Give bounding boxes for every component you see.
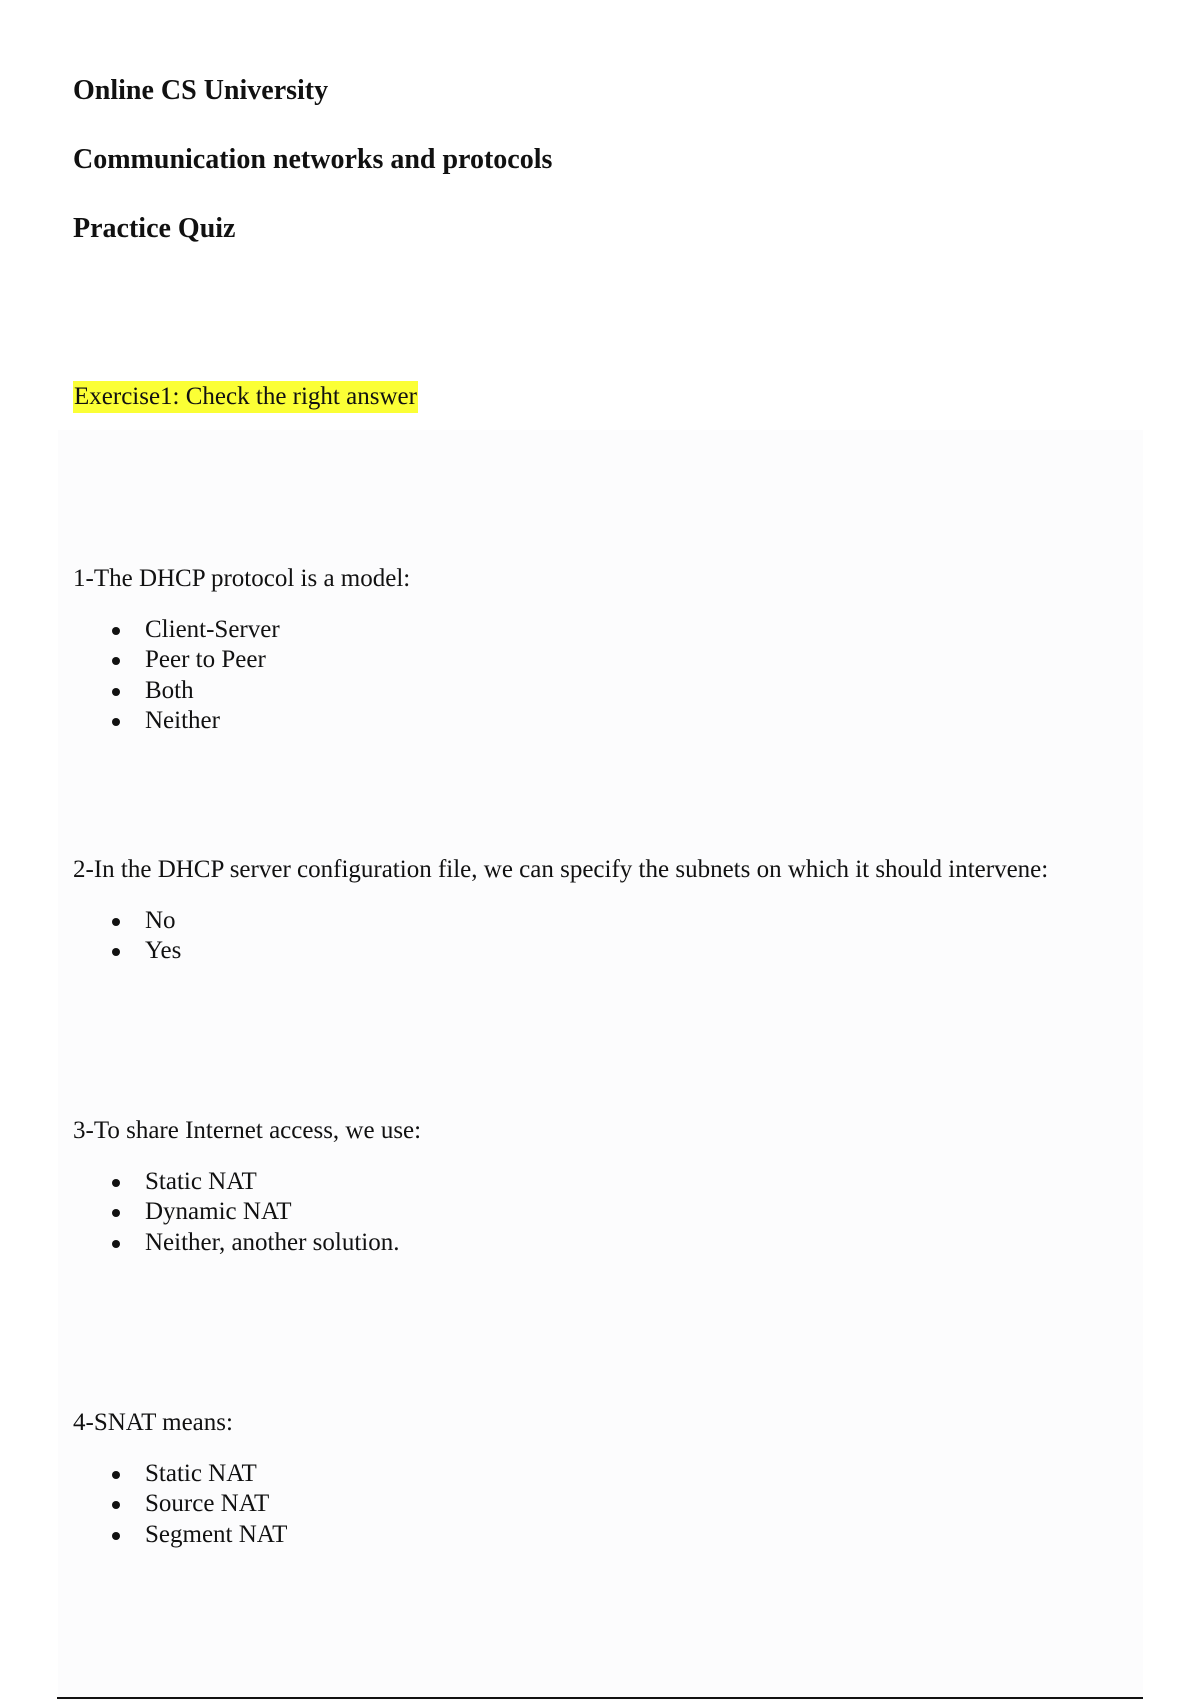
bullet-icon <box>112 657 120 665</box>
question-2 <box>73 854 1153 967</box>
question-1 <box>73 563 1153 737</box>
answer-option-label: Neither, another solution. <box>145 1228 400 1256</box>
answer-option <box>73 1197 1153 1227</box>
answer-option-label: Dynamic NAT <box>145 1198 292 1226</box>
answer-option <box>73 645 1153 675</box>
bottom-divider <box>57 1697 1143 1699</box>
answer-option <box>73 936 1153 966</box>
bullet-icon <box>112 1501 120 1509</box>
bullet-icon <box>112 688 120 696</box>
answer-option <box>73 1489 1153 1519</box>
bullet-icon <box>112 718 120 726</box>
answer-option <box>73 676 1153 706</box>
course-title: Communication networks and protocols <box>73 144 553 175</box>
answer-option-label: Segment NAT <box>145 1520 288 1548</box>
bullet-icon <box>112 1209 120 1217</box>
question-text: 3-To share Internet access, we use: <box>73 1117 422 1144</box>
answer-option <box>73 706 1153 736</box>
question-3 <box>73 1115 1153 1258</box>
answer-option <box>73 906 1153 936</box>
bullet-icon <box>112 627 120 635</box>
bullet-icon <box>112 948 120 956</box>
question-text: 4-SNAT means: <box>73 1409 233 1436</box>
answer-option-label: Source NAT <box>145 1490 270 1518</box>
exercise-heading: Exercise1: Check the right answer <box>73 381 418 413</box>
answer-options <box>73 1167 1153 1258</box>
answer-option-label: Static NAT <box>145 1460 257 1487</box>
answer-option <box>73 1459 1153 1489</box>
answer-option-label: Both <box>145 676 194 704</box>
institution-title: Online CS University <box>73 75 329 106</box>
question-4 <box>73 1407 1153 1550</box>
question-text: 1-The DHCP protocol is a model: <box>73 565 411 592</box>
answer-option <box>73 1167 1153 1197</box>
bullet-icon <box>112 918 120 926</box>
bullet-icon <box>112 1471 120 1479</box>
answer-option-label: Peer to Peer <box>145 646 266 674</box>
answer-option <box>73 1520 1153 1550</box>
answer-option-label: Neither <box>145 707 220 735</box>
answer-option-label: Static NAT <box>145 1168 257 1195</box>
answer-options <box>73 615 1153 737</box>
answer-options <box>73 906 1153 967</box>
bullet-icon <box>112 1179 120 1187</box>
answer-option-label: No <box>145 907 176 934</box>
answer-option-label: Client-Server <box>145 616 280 643</box>
bullet-icon <box>112 1240 120 1248</box>
answer-options <box>73 1459 1153 1550</box>
bullet-icon <box>112 1532 120 1540</box>
answer-option <box>73 615 1153 645</box>
question-text: 2-In the DHCP server configuration file, we can specify the subnets on which it should intervene: <box>73 856 1049 883</box>
answer-option <box>73 1228 1153 1258</box>
answer-option-label: Yes <box>145 937 182 965</box>
quiz-title: Practice Quiz <box>73 213 236 244</box>
